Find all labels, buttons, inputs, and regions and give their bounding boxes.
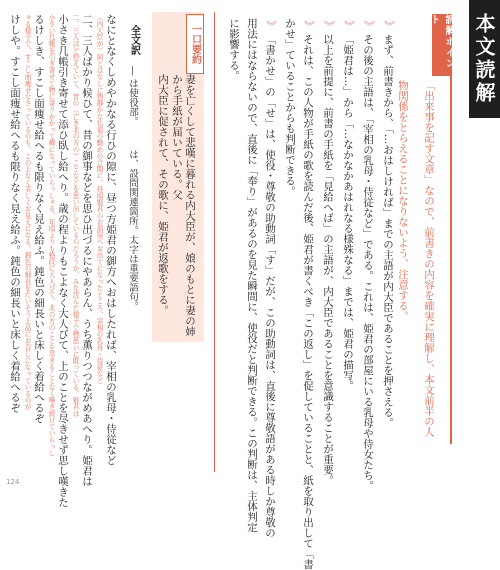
chevron-icon: ︾	[384, 20, 395, 33]
page-number: 124	[6, 478, 20, 486]
reading-point-text: 「出来事を記す文章」なので、前書きの内容を確実に理解し、本文前半の人物関係をとらえることになりないよう、注意する。	[397, 80, 435, 437]
analysis-line-6: かせ」ていることからも判断できる。	[284, 18, 296, 197]
full-note-2: 二、三人ほど控えていて、昔の（亡き北の方の）ことなどを思い出しているのだろうか、みな沈んだ様子で物思いに耽っている。姫君は	[71, 14, 79, 417]
full-note-4: ゃる様子で、すこし面痩せなさっているのも、この上なく美しくお見えになる。鈍色の細長をたいそう上品にお召しになっているのが	[23, 14, 31, 410]
full-translation-tag: 全文訳	[126, 14, 142, 66]
reading-point-tag: 読解ポイント	[432, 14, 450, 76]
analysis-line-9: に影響する。	[228, 18, 240, 81]
analysis-line-2: その後の主語は、「宰相の乳母・侍従など」である。これは、姫君の部屋にいる乳母や侍女たち。	[362, 34, 374, 491]
chevron-icon: ︾	[304, 20, 315, 33]
analysis-line-8: 用法にはならないので、直後に「奉り」があるのを見た瞬間に、使役だと判断できる。この判断は、主体判定	[246, 18, 258, 533]
chevron-icon: ︾	[344, 20, 355, 33]
summary-tag: 一口要約	[186, 14, 204, 74]
analysis-line-3: 「姫君は…」から「…なかなかあはれなる様殊なる」までは、姫君の描写。	[342, 34, 354, 391]
full-line-2: 二、三人ばかり候ひて、昔の御事などを思ひ出づるにやあらん、うち薫りつつながめあへり。姫君は	[81, 14, 93, 487]
analysis-line-1: まず、前書きから、「…おはしければ」までの主語が内大臣であることを押さえる。	[382, 34, 394, 428]
chevron-icon: ︾	[324, 20, 335, 33]
section-divider	[214, 12, 215, 472]
full-line-3: 小さき几帳引き寄せて添ひ臥し給へり。歳の程よりもこよなく大人びて、上のことを尽きせず思し嘆きた	[57, 14, 69, 508]
summary-line-2: 内大臣に促されて、その歌に、姫君が返歌をする。	[157, 74, 169, 316]
summary-line-1: 妻を亡くして悲嘆に暮れる内大臣が、娘のもとに妻の姉から手紙が届いている。父	[171, 74, 196, 337]
full-line-1: なにとなくしめやかなる行ひの隙に、昼つ方姫君の御方へおはしたれば、宰相の乳母・侍従など	[105, 14, 117, 466]
full-line-0: ― は使役部。 は、設問関連箇所。太字は重要語句。	[127, 66, 138, 312]
page-title: 本文読解	[469, 0, 500, 118]
full-line-5: けしや。すこし面痩せ給へるも限りなく見え給ふ。鈍色の細長いと床しく着給へるぞ	[9, 14, 21, 413]
chevron-icon: ︾	[266, 20, 277, 33]
full-note-1: （内大臣が）何とはなしに物静かな仏道の勤めの合間に、昼頃姫君のお部屋へお出でになったところ、宰相の乳母・侍従など	[95, 14, 103, 384]
analysis-line-4: 以上を前提に、前書の手紙を「見給へば」の主語が、内大臣であることを意識することが重要。	[322, 34, 334, 486]
full-note-3: 小さい几帳を引き寄せて物に寄りかかって横になっていらっしゃる。年頃よりも格段に大人びて、北の方のことを尽きることなく嘆き続けていらっし	[47, 14, 55, 457]
chevron-icon: ︾	[364, 20, 375, 33]
analysis-line-5: それは、この人物が手紙の歌を読んだ後、姫君が書くべき「この返し」を促していることと、紙を取り出して「書	[302, 34, 314, 570]
analysis-line-7: 「書かせ」の「せ」は、使役・尊敬の助動詞「す」だが、この助動詞は、直後に尊敬語がある時しか尊敬の	[264, 34, 276, 538]
full-line-4: るけしき、すこし面痩せ給へるも限りなく見え給ふ。鈍色の細長いと床しく着給へるぞ	[33, 14, 45, 424]
